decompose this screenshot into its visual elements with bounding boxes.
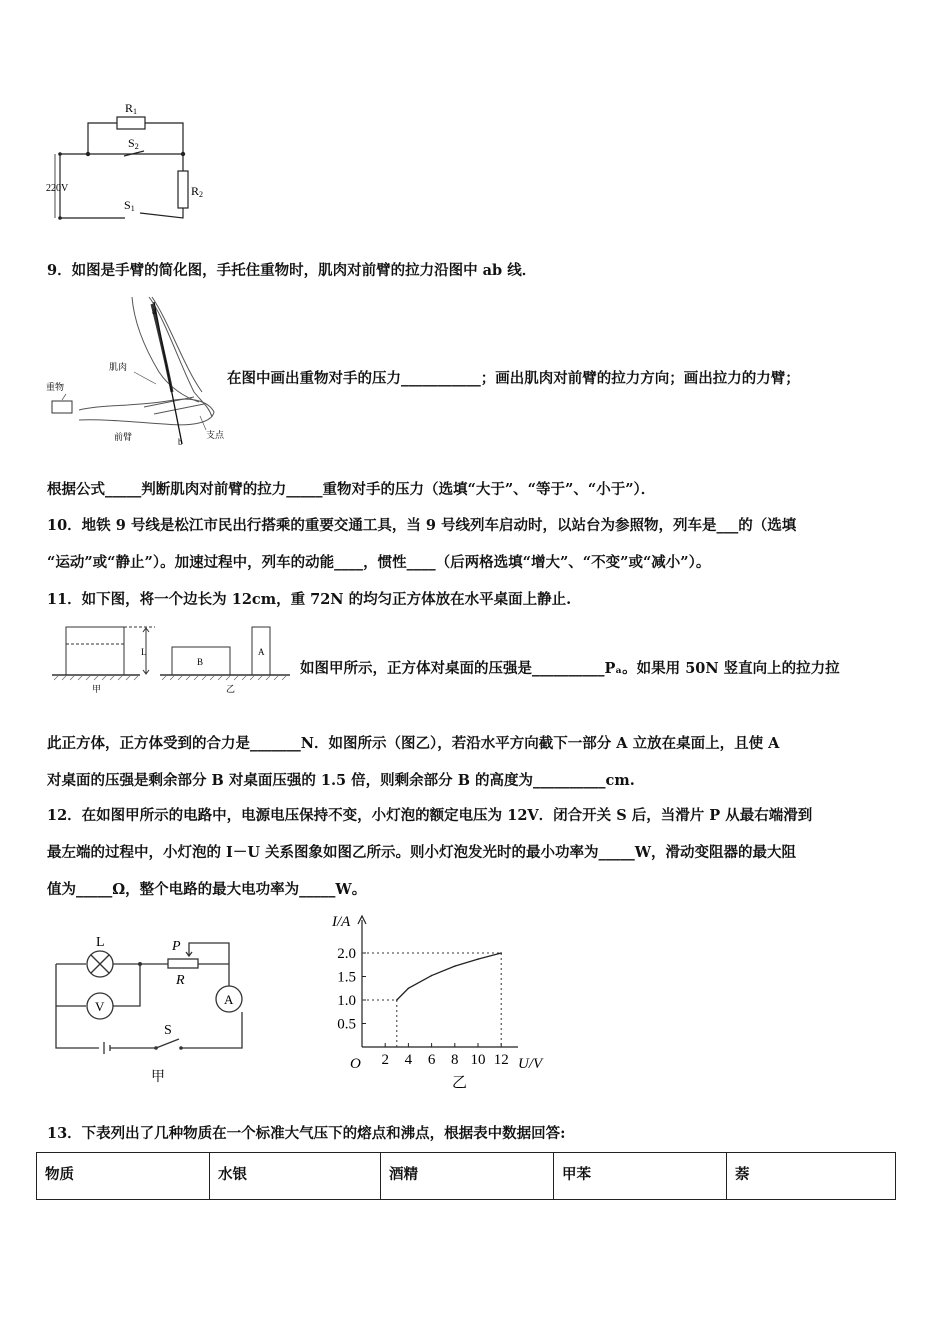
data-point	[454, 965, 456, 967]
q9-line2: 根据公式_____判断肌肉对前臂的拉力_____重物对手的压力（选填“大于”、“等于”、“小于”）．	[47, 481, 656, 498]
block-a-label: A	[258, 647, 265, 657]
q9-side-text: 在图中画出重物对手的压力___________；画出肌肉对前臂的拉力方向；画出拉力的力臂；	[227, 370, 800, 387]
pivot-label: 支点	[206, 430, 225, 440]
data-point	[396, 999, 398, 1001]
ammeter-label: A	[224, 992, 234, 1007]
iu-curve	[397, 953, 501, 1000]
q10-line2: “运动”或“静止”）。加速过程中，列车的动能____，惯性____（后两格选填“增大”、“不变”或“减小”）。	[47, 554, 711, 571]
point-b-label: b	[178, 437, 183, 447]
q11-line3: 对桌面的压强是剩余部分 B 对桌面压强的 1.5 倍，则剩余部分 B 的高度为__________cm.	[47, 772, 635, 789]
y-axis-label: I/A	[332, 914, 351, 930]
table-header-cell: 萘	[727, 1153, 896, 1200]
q11-line2: 此正方体，正方体受到的合力是_______N．如图所示（图乙），若沿水平方向截下一部分 A 立放在桌面上，且使 A	[47, 735, 780, 752]
x-tick-label: 6	[427, 1052, 436, 1068]
q8-circuit-figure	[40, 95, 220, 230]
substance-table	[36, 1152, 896, 1200]
y-tick-label: 0.5	[337, 1016, 356, 1033]
fig-jia-label: 甲	[92, 684, 102, 694]
data-point	[500, 952, 502, 954]
y-tick-label: 1.5	[337, 969, 356, 986]
s2-label: S2	[128, 136, 139, 151]
origin-label: O	[350, 1056, 361, 1072]
table-header-cell: 酒精	[381, 1153, 554, 1200]
circuit-caption-jia: 甲	[151, 1070, 165, 1085]
x-axis-label: U/V	[518, 1056, 543, 1072]
r2-label: R2	[191, 184, 204, 199]
forearm-label: 前臂	[114, 432, 133, 442]
table-header-cell: 水银	[210, 1153, 381, 1200]
x-tick-label: 2	[381, 1052, 389, 1068]
r1-label: R1	[124, 101, 138, 116]
x-tick-label: 10	[470, 1052, 486, 1068]
fig-yi-label: 乙	[226, 684, 236, 694]
q9-stem: 9．如图是手臂的简化图，手托住重物时，肌肉对前臂的拉力沿图中 ab 线．	[47, 262, 537, 279]
voltage-label: 220V	[46, 183, 69, 194]
q12-line1: 12．在如图甲所示的电路中，电源电压保持不变，小灯泡的额定电压为 12V．闭合开关 S 后，当滑片 P 从最右端滑到	[47, 807, 813, 824]
q11-cube-figure	[50, 622, 296, 696]
muscle-label: 肌肉	[109, 362, 128, 372]
chart-caption-yi: 乙	[452, 1075, 468, 1090]
block-b-label: B	[197, 657, 204, 667]
switch-s-label: S	[164, 1023, 172, 1038]
length-l-label: L	[141, 647, 147, 657]
table-header-cell: 物质	[37, 1153, 210, 1200]
x-tick-label: 4	[404, 1052, 413, 1068]
s1-label: S1	[124, 198, 135, 213]
slider-p-label: P	[172, 939, 181, 954]
q13-stem: 13．下表列出了几种物质在一个标准大气压下的熔点和沸点，根据表中数据回答:	[47, 1125, 566, 1142]
q12-line3: 值为_____Ω，整个电路的最大电功率为_____W。	[47, 881, 367, 898]
q12-circuit-figure	[44, 928, 254, 1088]
data-point	[408, 987, 410, 989]
y-tick-label: 2.0	[337, 946, 356, 962]
y-tick-label: 1.0	[337, 993, 356, 1009]
lamp-l-label: L	[96, 935, 105, 950]
q12-line2: 最左端的过程中，小灯泡的 I－U 关系图象如图乙所示。则小灯泡发光时的最小功率为_____W，滑动变阻器的最大阻	[47, 844, 797, 861]
data-point	[431, 975, 433, 977]
rheostat-r-label: R	[176, 973, 185, 988]
q10-line1: 10．地铁 9 号线是松江市民出行搭乘的重要交通工具，当 9 号线列车启动时，以站台为参照物，列车是___的（选填	[47, 517, 797, 534]
data-point	[477, 958, 479, 960]
q9-arm-figure	[44, 292, 234, 452]
table-header-cell: 甲苯	[554, 1153, 727, 1200]
table-row	[37, 1153, 896, 1200]
x-tick-label: 8	[451, 1052, 459, 1068]
x-tick-label: 12	[493, 1052, 509, 1068]
iu-chart	[320, 910, 560, 1090]
weight-label: 重物	[46, 382, 65, 392]
point-a-label: a	[152, 306, 156, 316]
q11-stem: 11．如下图，将一个边长为 12cm，重 72N 的均匀正方体放在水平桌面上静止.	[47, 591, 572, 608]
q11-side-text: 如图甲所示，正方体对桌面的压强是__________Pₐ。如果用 50N 竖直向上的拉力拉	[300, 660, 840, 677]
voltmeter-label: V	[95, 999, 105, 1014]
